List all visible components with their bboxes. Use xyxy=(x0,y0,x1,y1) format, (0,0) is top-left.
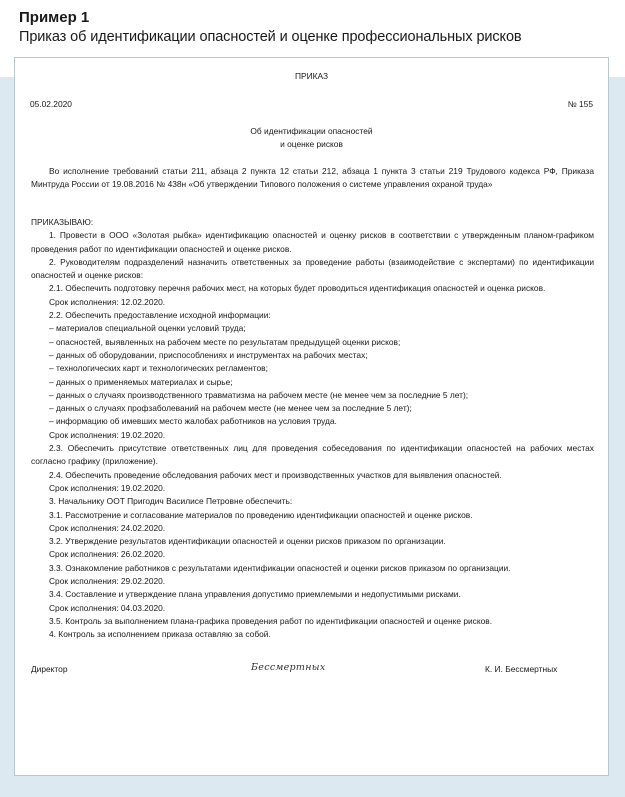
order-item: 1. Провести в ООО «Золотая рыбка» идентификацию опасностей и оценку рисков в соответствии с утвержденным планом-графиком проведения работ по идентификации опасностей и оценке рисков. xyxy=(31,230,594,254)
order-item: Срок исполнения: 19.02.2020. xyxy=(49,429,166,440)
order-item: Срок исполнения: 19.02.2020. xyxy=(49,482,166,493)
signer-name: К. И. Бессмертных xyxy=(485,664,558,674)
order-item: 3.4. Составление и утверждение плана управления допустимо приемлемыми и недопустимыми рисками. xyxy=(49,589,461,600)
example-subtitle: Приказ об идентификации опасностей и оценке профессиональных рисков xyxy=(19,29,522,45)
order-item: 2.1. Обеспечить подготовку перечня рабочих мест, на которых будет проводиться идентификация опасностей и оценка рисков. xyxy=(49,283,546,294)
document-date: 05.02.2020 xyxy=(30,99,72,109)
order-item: 3.3. Ознакомление работников с результатами идентификации опасностей и оценки рисков приказом по организации. xyxy=(49,562,511,573)
order-item: 2. Руководителям подразделений назначить ответственных за проведение работы (взаимодействие с экспертами) по идентификации опасностей и оценке рисков: xyxy=(31,256,594,281)
order-word: ПРИКАЗЫВАЮ: xyxy=(31,217,94,227)
order-item: – данных о случаях производственного травматизма на рабочем месте (не менее чем за последние 5 лет); xyxy=(49,389,469,400)
order-item: 2.2. Обеспечить предоставление исходной информации: xyxy=(49,310,271,321)
order-item: 2.4. Обеспечить проведение обследования рабочих мест и производственных участков для выявления опасностей. xyxy=(49,469,502,480)
subject-line-2: и оценке рисков xyxy=(280,138,343,149)
order-item: Срок исполнения: 26.02.2020. xyxy=(49,549,166,560)
order-item: – данных о случаях профзаболеваний на рабочем месте (не менее чем за последние 5 лет); xyxy=(49,403,412,414)
order-item: – информацию об имевших место жалобах работников на условия труда. xyxy=(49,416,337,427)
order-item: Срок исполнения: 04.03.2020. xyxy=(49,602,166,613)
order-item: – материалов специальной оценки условий труда; xyxy=(49,323,246,334)
order-item: Срок исполнения: 12.02.2020. xyxy=(49,296,166,307)
example-header xyxy=(19,8,615,47)
document-intro: Во исполнение требований статьи 211, абзаца 2 пункта 12 статьи 212, абзаца 1 пункта 3 статьи 219 Трудового кодекса РФ, Приказа Минтруда России от 19.08.2016 № 438н «Об утверждении Типового положения о системе управления охраной труда» xyxy=(31,166,594,190)
order-item: 4. Контроль за исполнением приказа оставляю за собой. xyxy=(49,629,271,640)
handwritten-signature: Бессмертных xyxy=(251,662,326,673)
subject-line-1: Об идентификации опасностей xyxy=(250,126,373,136)
order-item: – опасностей, выявленных на рабочем месте по результатам предыдущей оценки рисков; xyxy=(49,336,401,347)
order-item: 3.5. Контроль за выполнением плана-графика проведения работ по идентификации опасностей и оценке рисков. xyxy=(49,615,493,626)
document-heading: ПРИКАЗ xyxy=(294,71,329,81)
order-items xyxy=(31,229,594,641)
order-item: – данных об оборудовании, приспособлениях и инструментах на рабочих местах; xyxy=(49,349,368,360)
order-item: 3.1. Рассмотрение и согласование материалов по проведению идентификации опасностей и оценке рисков. xyxy=(49,509,473,520)
document-subject xyxy=(15,125,608,150)
order-item: – технологических карт и технологических регламентов; xyxy=(49,363,268,374)
order-document xyxy=(14,57,609,776)
example-title: Пример 1 xyxy=(19,9,90,26)
order-body xyxy=(31,216,594,642)
order-item: Срок исполнения: 24.02.2020. xyxy=(49,522,166,533)
document-number: № 155 xyxy=(567,99,593,109)
order-item: 2.3. Обеспечить присутствие ответственных лиц для проведения собеседования по идентификации опасностей на рабочих местах согласно графику (приложение). xyxy=(31,443,594,467)
director-label: Директор xyxy=(31,664,68,674)
order-item: 3.2. Утверждение результатов идентификации опасностей и оценки рисков приказом по организации. xyxy=(49,536,446,547)
order-item: 3. Начальнику ООТ Пригодич Василисе Петровне обеспечить: xyxy=(49,496,293,507)
order-item: – данных о применяемых материалах и сырье; xyxy=(49,376,233,387)
order-item: Срок исполнения: 29.02.2020. xyxy=(49,576,166,587)
